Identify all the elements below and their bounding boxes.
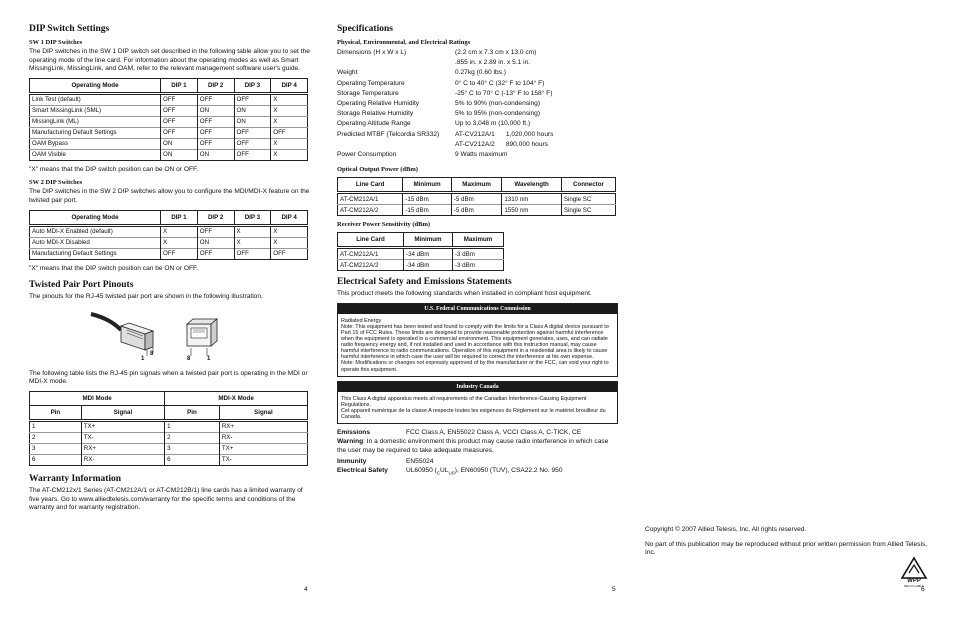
sw1-table <box>29 78 308 161</box>
table-cell: RX+ <box>81 443 164 454</box>
table-cell: Manufacturing Default Settings <box>30 127 161 138</box>
column-header: Pin <box>30 405 82 420</box>
column-header: Operating Mode <box>30 78 161 93</box>
spec-label <box>337 140 455 150</box>
table-cell: X <box>271 237 308 248</box>
receiver-sensitivity-body <box>338 248 504 271</box>
table-cell: OFF <box>161 105 198 116</box>
table-row <box>30 248 308 259</box>
safety-text: This product meets the following standards when installed in compliant host equipment. <box>337 290 592 298</box>
industry-canada-box <box>337 381 618 424</box>
specifications-title: Specifications <box>337 24 393 34</box>
dip-switch-title: DIP Switch Settings <box>29 24 110 34</box>
emissions-value: FCC Class A, EN55022 Class A, VCCI Class A, C-TICK, CE <box>406 429 582 437</box>
table-cell: Single SC <box>561 205 615 216</box>
table-cell: OAM Bypass <box>30 138 161 149</box>
table-cell: MissingLink (ML) <box>30 116 161 127</box>
spec-value: 5% to 95% (non-condensing) <box>455 110 541 118</box>
specifications-list <box>337 48 618 160</box>
table-row <box>30 420 308 432</box>
table-cell: X <box>234 237 271 248</box>
electrical-safety-label: Electrical Safety <box>337 467 388 475</box>
table-cell: TX- <box>81 432 164 443</box>
table-row <box>30 105 308 116</box>
spec-value: (2.2 cm x 7.3 cm x 13.0 cm) <box>455 49 537 56</box>
spec-value: 5% to 90% (non-condensing) <box>455 100 541 108</box>
spec-value: AT-CV212A/1 1,020,000 hours <box>455 130 554 138</box>
mdi-column-header <box>30 405 308 420</box>
sw2-table-header <box>30 210 308 225</box>
table-cell: OFF <box>161 116 198 127</box>
safety-standard-text: UL <box>440 467 449 475</box>
table-cell: 1550 nm <box>502 205 562 216</box>
table-cell: -5 dBm <box>451 205 502 216</box>
table-row <box>30 225 308 237</box>
table-cell: 1310 nm <box>502 193 562 205</box>
table-cell: Link Test (default) <box>30 93 161 105</box>
page-number: 4 <box>304 586 308 593</box>
column-header: DIP 2 <box>197 210 234 225</box>
table-cell: TX+ <box>81 420 164 432</box>
optical-output-title: Optical Output Power (dBm) <box>337 166 418 174</box>
table-row <box>30 116 308 127</box>
pinouts-title: Twisted Pair Port Pinouts <box>29 280 134 291</box>
table-cell: OFF <box>234 149 271 160</box>
reproduction-notice: No part of this publication may be reproduced without prior written permission from Allied Telesis, Inc. <box>645 540 928 557</box>
electrical-safety-value <box>406 466 563 477</box>
table-row <box>30 432 308 443</box>
table-cell: AT-CM212A/1 <box>338 193 403 205</box>
table-cell: 1 <box>165 420 220 432</box>
column-header: Pin <box>165 405 220 420</box>
table-row <box>30 138 308 149</box>
industry-canada-body: This Class A digital apparatus meets all requirements of the Canadian Interference-Causing Equipment Regulations. Cet appareil numérique de la classe A respecte toutes les exigences du Règlement sur le matériel brouilleur du Canada. <box>341 395 606 420</box>
spec-value: 9 Watts maximum <box>455 151 508 159</box>
spec-label: Dimensions (H x W x L) <box>337 49 407 56</box>
recycle-logo <box>899 556 929 586</box>
warranty-text: The AT-CM212x/1 Series (AT-CM212A/1 or AT-CM212B/1) line cards has a limited warranty of five years. Go to www.alliedtelesis.com/warranty for the specific terms and conditions of the warranty and for warranty registration. <box>29 486 303 512</box>
mdi-table-body <box>30 420 308 465</box>
table-cell: X <box>234 225 271 237</box>
spec-label: Operating Relative Humidity <box>337 100 420 108</box>
spec-label: Storage Temperature <box>337 89 399 97</box>
pinouts-text: The pinouts for the RJ-45 twisted pair port are shown in the following illustration. <box>29 293 263 301</box>
column-header: Signal <box>219 405 307 420</box>
column-header: Operating Mode <box>30 210 161 225</box>
table-cell: RX- <box>219 432 307 443</box>
safety-subscript: US <box>448 470 455 476</box>
sw1-table-body <box>30 93 308 160</box>
column-header: DIP 3 <box>234 210 271 225</box>
table-cell: TX- <box>219 454 307 465</box>
optical-output-table <box>337 177 616 216</box>
table-cell: 3 <box>165 443 220 454</box>
table-cell: OFF <box>197 248 234 259</box>
table-cell: 3 <box>30 443 82 454</box>
spec-row <box>337 68 618 78</box>
physical-ratings-title: Physical, Environmental, and Electrical Ratings <box>337 39 471 46</box>
spec-value: 0.27kg (0.60 lbs.) <box>455 69 506 77</box>
column-header: DIP 1 <box>161 78 198 93</box>
column-header: Minimum <box>404 233 453 248</box>
safety-standard-text: UL60950 ( <box>406 467 437 475</box>
table-cell: 2 <box>30 432 82 443</box>
column-header: Line Card <box>338 233 404 248</box>
table-cell: 6 <box>30 454 82 465</box>
spec-value: 0° C to 40° C (32° F to 104° F) <box>455 79 545 87</box>
table-cell: X <box>161 225 198 237</box>
page-5 <box>337 24 618 478</box>
table-cell: AT-CM212A/2 <box>338 260 404 271</box>
table-cell: AT-CM212A/1 <box>338 248 404 260</box>
spec-row <box>337 89 618 99</box>
rj45-plug-and-jack-drawing <box>87 306 227 366</box>
table-row <box>338 193 616 205</box>
spec-row <box>337 130 618 140</box>
spec-label: Operating Altitude Range <box>337 120 411 128</box>
spec-row <box>337 109 618 119</box>
table-row <box>30 454 308 465</box>
column-header: Minimum <box>403 178 451 193</box>
table-cell: AT-CM212A/2 <box>338 205 403 216</box>
emissions-row <box>337 428 618 437</box>
column-header: DIP 1 <box>161 210 198 225</box>
table-cell: X <box>271 93 308 105</box>
table-cell: Auto MDI-X Enabled (default) <box>30 225 161 237</box>
spec-label: Power Consumption <box>337 151 397 159</box>
sw2-text: The DIP switches in the SW 2 DIP switches allow you to configure the MDI/MDI-X feature on the twisted pair port. <box>29 188 310 204</box>
table-cell: -34 dBm <box>404 260 453 271</box>
table-cell: OFF <box>197 93 234 105</box>
spec-row <box>337 140 618 150</box>
emissions-label: Emissions <box>337 429 370 437</box>
column-header: Maximum <box>452 233 503 248</box>
table-cell: -15 dBm <box>403 205 451 216</box>
spec-value: .855 in. x 2.89 in. x 5.1 in. <box>455 59 531 67</box>
fcc-header: U.S. Federal Communications Commission <box>338 304 617 314</box>
spec-value: AT-CV212A/2 890,000 hours <box>455 140 548 148</box>
spec-label: Predicted MTBF (Telcordia SR332) <box>337 130 440 138</box>
table-cell: OAM Visible <box>30 149 161 160</box>
column-header: DIP 4 <box>271 210 308 225</box>
spec-label: Weight <box>337 69 358 77</box>
mdi-group-header <box>30 391 308 405</box>
table-row <box>338 248 504 260</box>
logo-subtext: RECYCLABLE <box>904 584 924 588</box>
spec-row <box>337 48 618 58</box>
immunity-label: Immunity <box>337 458 367 466</box>
copyright-text: Copyright © 2007 Allied Telesis, Inc. All rights reserved. <box>645 526 807 533</box>
table-row <box>30 127 308 138</box>
page-4 <box>29 24 310 517</box>
table-cell: OFF <box>161 127 198 138</box>
table-cell: X <box>271 225 308 237</box>
receiver-header <box>338 233 504 248</box>
table-cell: Single SC <box>561 193 615 205</box>
electrical-safety-row <box>337 466 618 477</box>
receiver-sensitivity-table <box>337 232 504 271</box>
group-header: MDI Mode <box>30 391 165 405</box>
safety-subscript: C <box>436 470 441 476</box>
page-number: 6 <box>921 586 925 593</box>
receiver-sensitivity-title: Receiver Power Sensitivity (dBm) <box>337 221 431 229</box>
column-header: Wavelength <box>502 178 562 193</box>
table-row <box>338 260 504 271</box>
table-cell: OFF <box>197 225 234 237</box>
table-cell: ON <box>234 105 271 116</box>
table-cell: RX- <box>81 454 164 465</box>
table-cell: 6 <box>165 454 220 465</box>
sw1-table-header <box>30 78 308 93</box>
table-cell: ON <box>161 138 198 149</box>
table-cell: -5 dBm <box>451 193 502 205</box>
table-cell: OFF <box>197 116 234 127</box>
recycle-icon <box>899 556 929 580</box>
column-header: Connector <box>561 178 615 193</box>
table-cell: ON <box>161 149 198 160</box>
warning-label: Warning <box>337 438 364 446</box>
spec-label: Storage Relative Humidity <box>337 110 414 118</box>
table-row <box>30 443 308 454</box>
table-cell: -15 dBm <box>403 193 451 205</box>
sw2-table-body <box>30 225 308 259</box>
table-cell: OFF <box>234 248 271 259</box>
industry-canada-header: Industry Canada <box>338 382 617 392</box>
spec-label <box>337 58 455 68</box>
plug-pin-label: 1 <box>141 355 145 362</box>
table-cell: 2 <box>165 432 220 443</box>
sw2-note: "X" means that the DIP switch position can be ON or OFF. <box>29 264 199 272</box>
table-cell: X <box>161 237 198 248</box>
sw1-title: SW 1 DIP Switches <box>29 39 83 46</box>
safety-title: Electrical Safety and Emissions Statements <box>337 277 512 288</box>
table-row <box>30 93 308 105</box>
jack-pin-label: 1 <box>207 355 211 362</box>
table-cell: -3 dBm <box>452 260 503 271</box>
spec-label: Operating Temperature <box>337 79 405 87</box>
spec-row <box>337 119 618 129</box>
fcc-body: Radiated Energy Note: This equipment has been tested and found to comply with the limits for a Class A digital device pursuant to Part 15 of FCC Rules. These limits are designed to provide reasonable protection against harmful interference when the equipment is operated in a commercial environment. This equipment generates, uses, and can radiate radio frequency energy and, if not installed and used in accordance with this instruction manual, may cause harmful interference to radio communications. Operation of this equipment in a residential area is likely to cause harmful interference in which case the user will be required to correct the interference at his own expense. Note: Modifications or changes not expressly approved of by the manufacturer or the FCC, can void your right to operate this equipment. <box>341 317 609 373</box>
table-cell: 1 <box>30 420 82 432</box>
table-cell: X <box>271 105 308 116</box>
table-cell: ON <box>197 237 234 248</box>
table-cell: OFF <box>234 138 271 149</box>
table-cell: OFF <box>271 248 308 259</box>
column-header: Signal <box>81 405 164 420</box>
sw2-title: SW 2 DIP Switches <box>29 179 83 187</box>
table-row <box>338 205 616 216</box>
sw1-note: "X" means that the DIP switch position can be ON or OFF. <box>29 165 199 173</box>
column-header: DIP 3 <box>234 78 271 93</box>
spec-value: -25° C to 70° C (-13° F to 158° F) <box>455 89 553 97</box>
immunity-value: EN55024 <box>406 458 434 466</box>
table-cell: OFF <box>161 93 198 105</box>
column-header: Line Card <box>338 178 403 193</box>
table-cell: Smart MissingLink (SML) <box>30 105 161 116</box>
table-row <box>30 149 308 160</box>
table-cell: -34 dBm <box>404 248 453 260</box>
spec-row <box>337 99 618 109</box>
optical-header <box>338 178 616 193</box>
logo-text: WPP <box>907 578 921 584</box>
table-cell: X <box>271 116 308 127</box>
sw2-table <box>29 210 308 260</box>
jack-pin-label: 8 <box>187 355 191 362</box>
table-cell: -3 dBm <box>452 248 503 260</box>
warranty-title: Warranty Information <box>29 473 122 484</box>
mdi-table <box>29 391 308 466</box>
warning-text: : In a domestic environment this product may cause radio interference in which case the user may be required to take adequate measures. <box>337 438 609 454</box>
page-number: 5 <box>612 586 616 593</box>
page-6 <box>645 526 930 562</box>
warning-paragraph <box>337 438 618 455</box>
optical-output-body <box>338 193 616 216</box>
table-cell: X <box>271 149 308 160</box>
sw1-text: The DIP switches in the SW 1 DIP switch set described in the following table allow you to set the operating mode of the line card. For information about the operating modes as well as Smart MissingLink, MissingLink, and OAM, refer to the relevant management software user's guide. <box>29 48 310 73</box>
table-cell: TX+ <box>219 443 307 454</box>
table-cell: OFF <box>161 248 198 259</box>
column-header: DIP 2 <box>197 78 234 93</box>
immunity-row <box>337 457 618 466</box>
table-cell: ON <box>197 105 234 116</box>
spec-value: Up to 3,048 m (10,000 ft.) <box>455 120 531 128</box>
plug-pin-label: 8 <box>150 350 154 357</box>
table-cell: Auto MDI-X Disabled <box>30 237 161 248</box>
table-cell: ON <box>234 116 271 127</box>
table-cell: OFF <box>234 127 271 138</box>
table-cell: OFF <box>234 93 271 105</box>
column-header: DIP 4 <box>271 78 308 93</box>
table-cell: RX+ <box>219 420 307 432</box>
pinouts-text-2: The following table lists the RJ-45 pin signals when a twisted pair port is operating in the MDI or MDI-X mode. <box>29 369 308 386</box>
spec-row <box>337 58 618 68</box>
fcc-box <box>337 303 618 377</box>
table-cell: X <box>271 138 308 149</box>
table-row <box>30 237 308 248</box>
rj45-illustration <box>29 306 310 366</box>
table-cell: OFF <box>197 138 234 149</box>
table-cell: OFF <box>271 127 308 138</box>
table-cell: OFF <box>197 127 234 138</box>
spec-row <box>337 150 618 160</box>
group-header: MDI-X Mode <box>165 391 308 405</box>
table-cell: Manufacturing Default Settings <box>30 248 161 259</box>
safety-standard-text: ), EN60950 (TUV), CSA22.2 No. 950 <box>454 467 563 475</box>
table-cell: ON <box>197 149 234 160</box>
spec-row <box>337 79 618 89</box>
column-header: Maximum <box>451 178 502 193</box>
